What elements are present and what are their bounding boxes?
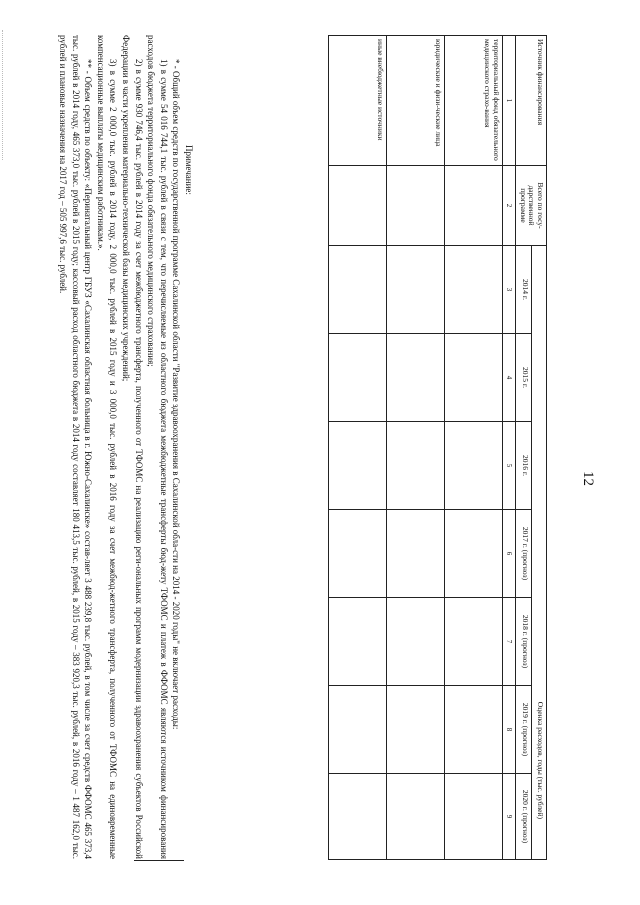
financing-table: [328, 35, 547, 860]
row-source-legal-entities: юридические и физи-ческие лица: [387, 36, 445, 166]
table-cell: [387, 334, 445, 422]
column-number: 9: [503, 774, 516, 860]
header-2019: 2019 г. (прогноз): [516, 686, 531, 774]
table-row: [387, 36, 445, 860]
header-total: Всего по госу-дарственной программе: [516, 166, 547, 246]
column-number: 5: [503, 422, 516, 510]
row-source-other: иные внебюджетные источники: [329, 36, 387, 166]
table-cell: [387, 686, 445, 774]
header-group-expenses: Оценка расходов, годы (тыс. рублей): [531, 246, 546, 860]
table-cell: [329, 686, 387, 774]
table-cell: [387, 166, 445, 246]
note-footnote: ** - Объем средств по объекту: «Перинатальный центр ГБУЗ «Сахалинская областная больница в г. Южно-Сахалинске» состав-ляет 3 488 239,8 тыс. рублей, в том числе за счет средств ФФОМС 465 373,4 тыс. рублей в 2014 году, 465 373,0 тыс. рублей в 2015 году; кассовый расход областного бюджета в 2014 году составляет 180 413,5 тыс. рублей, в 2015 году – 383 920,3 тыс. рублей, в 2016 году – 1 487 162,0 тыс. рублей и плановые назначения на 2017 год – 505 997,6 тыс. рублей.: [58, 35, 94, 859]
table-cell: [329, 246, 387, 334]
closing-rule: [134, 860, 184, 861]
header-2014: 2014 г.: [516, 246, 531, 334]
table-cell: [329, 166, 387, 246]
column-number-row: [503, 36, 516, 860]
note-paragraph: 3) в сумме 2 000,0 тыс. рублей в 2014 году, 2 000,0 тыс. рублей в 2015 году и 3 000,0 тыс. рублей в 2016 году за счет межбюд-жетного трансферта, полученного от ТФОМС на единовременные компенсационные выплаты медицинским работникам.».: [95, 35, 119, 859]
header-2016: 2016 г.: [516, 422, 531, 510]
table-cell: [329, 774, 387, 860]
page-number: 12: [580, 471, 596, 486]
table-cell: [387, 422, 445, 510]
header-2017: 2017 г. (прогноз): [516, 510, 531, 598]
column-number: 4: [503, 334, 516, 422]
table-cell: [387, 598, 445, 686]
table-cell: [445, 334, 503, 422]
note-paragraph: 2) в сумме 930 746,4 тыс. рублей в 2014 году за счет межбюджетного трансферта, полученного от ТФОМС на реализацию реги-ональных программ модернизации здравоохранения субъектов Российской Федерации в части укрепления материально-технической базы медицинских учреждений;: [121, 35, 144, 859]
column-number: 7: [503, 598, 516, 686]
table-cell: [329, 334, 387, 422]
column-number: 3: [503, 246, 516, 334]
row-source-tfoms: территориальный фонд обязательного медицинского страхо-вания: [445, 36, 503, 166]
table-cell: [445, 686, 503, 774]
header-2018: 2018 г. (прогноз): [516, 598, 531, 686]
table-cell: [329, 422, 387, 510]
table-cell: [445, 422, 503, 510]
table-cell: [445, 166, 503, 246]
scan-edge-marks: [2, 30, 6, 160]
table-cell: [329, 510, 387, 598]
note-paragraph: * - Общий объем средств по государственной программе Сахалинской области "Развитие здравоохранения в Сахалинской обла-сти на 2014 - 2020 годы" не включает расходы:: [171, 59, 182, 730]
rotated-page-content: [58, 27, 551, 867]
table-cell: [387, 510, 445, 598]
notes-section: [56, 35, 195, 859]
column-number: 1: [503, 36, 516, 166]
column-number: 6: [503, 510, 516, 598]
column-number: 2: [503, 166, 516, 246]
table-cell: [445, 246, 503, 334]
table-row: [445, 36, 503, 860]
table-cell: [445, 774, 503, 860]
column-number: 8: [503, 686, 516, 774]
table-row: [329, 36, 387, 860]
header-source: Источник финансирования: [516, 36, 547, 166]
table-cell: [445, 510, 503, 598]
note-paragraph: 1) в сумме 54 016 744,1 тыс. рублей в связи с тем, что перечисляемые из областного бюджета межбюджетные трансферты бюд-жету ТФОМС и платеж в ФФОМС являются источником финансирования расходов бюджета территориального фонда обязательного медицинского страхования;: [146, 35, 169, 859]
notes-title: Примечание:: [184, 145, 194, 195]
header-2015: 2015 г.: [516, 334, 531, 422]
header-2020: 2020 г. (прогноз): [516, 774, 531, 860]
table-cell: [329, 598, 387, 686]
table-cell: [445, 598, 503, 686]
table-cell: [387, 246, 445, 334]
table-cell: [387, 774, 445, 860]
